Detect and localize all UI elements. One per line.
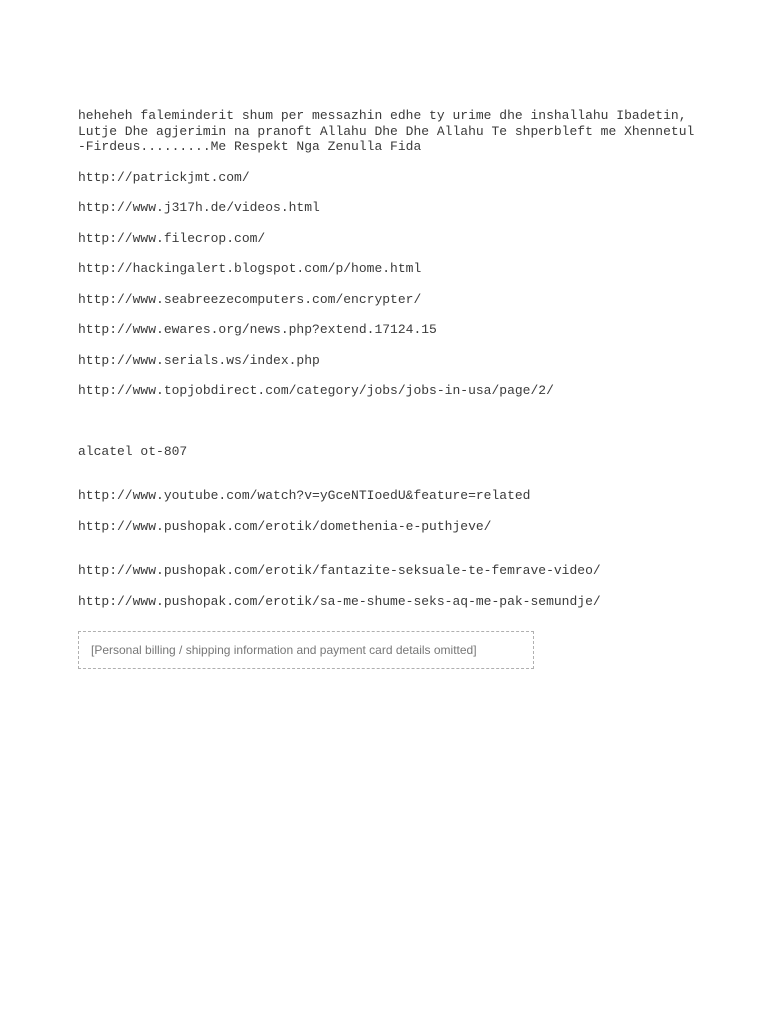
- link-item: http://www.pushopak.com/erotik/fantazite-seksuale-te-femrave-video/: [78, 563, 601, 578]
- link-item: http://hackingalert.blogspot.com/p/home.html: [78, 261, 422, 276]
- link-item: http://www.serials.ws/index.php: [78, 352, 320, 368]
- link-item: http://www.ewares.org/news.php?extend.17124.15: [78, 322, 437, 337]
- link-item: http://www.youtube.com/watch?v=yGceNTIoedU&feature=related: [78, 488, 531, 503]
- spacer: [78, 474, 698, 488]
- link-item: http://www.filecrop.com/: [78, 230, 266, 246]
- link-list-a: [78, 170, 698, 399]
- device-note: alcatel ot-807: [78, 443, 188, 459]
- link-item: http://patrickjmt.com/: [78, 169, 250, 185]
- spacer: [78, 414, 698, 444]
- spacer: [78, 549, 698, 563]
- link-list-c: [78, 563, 698, 609]
- redaction-notice: [Personal billing / shipping information and payment card details omitted]: [78, 631, 534, 669]
- link-item: http://www.pushopak.com/erotik/sa-me-shume-seks-aq-me-pak-semundje/: [78, 593, 601, 609]
- link-item: http://www.j317h.de/videos.html: [78, 200, 320, 215]
- link-item: http://www.seabreezecomputers.com/encrypter/: [78, 291, 422, 307]
- document-page: [78, 108, 698, 669]
- intro-paragraph: heheheh faleminderit shum per messazhin edhe ty urime dhe inshallahu Ibadetin, Lutje Dhe agjerimin na pranoft Allahu Dhe Dhe Allahu Te shperbleft me Xhennetul-Firdeus.........Me Respekt Nga Zenulla Fida: [78, 108, 695, 154]
- link-list-b: [78, 488, 698, 534]
- link-item: http://www.pushopak.com/erotik/domethenia-e-puthjeve/: [78, 518, 492, 534]
- link-item: http://www.topjobdirect.com/category/jobs/jobs-in-usa/page/2/: [78, 383, 554, 398]
